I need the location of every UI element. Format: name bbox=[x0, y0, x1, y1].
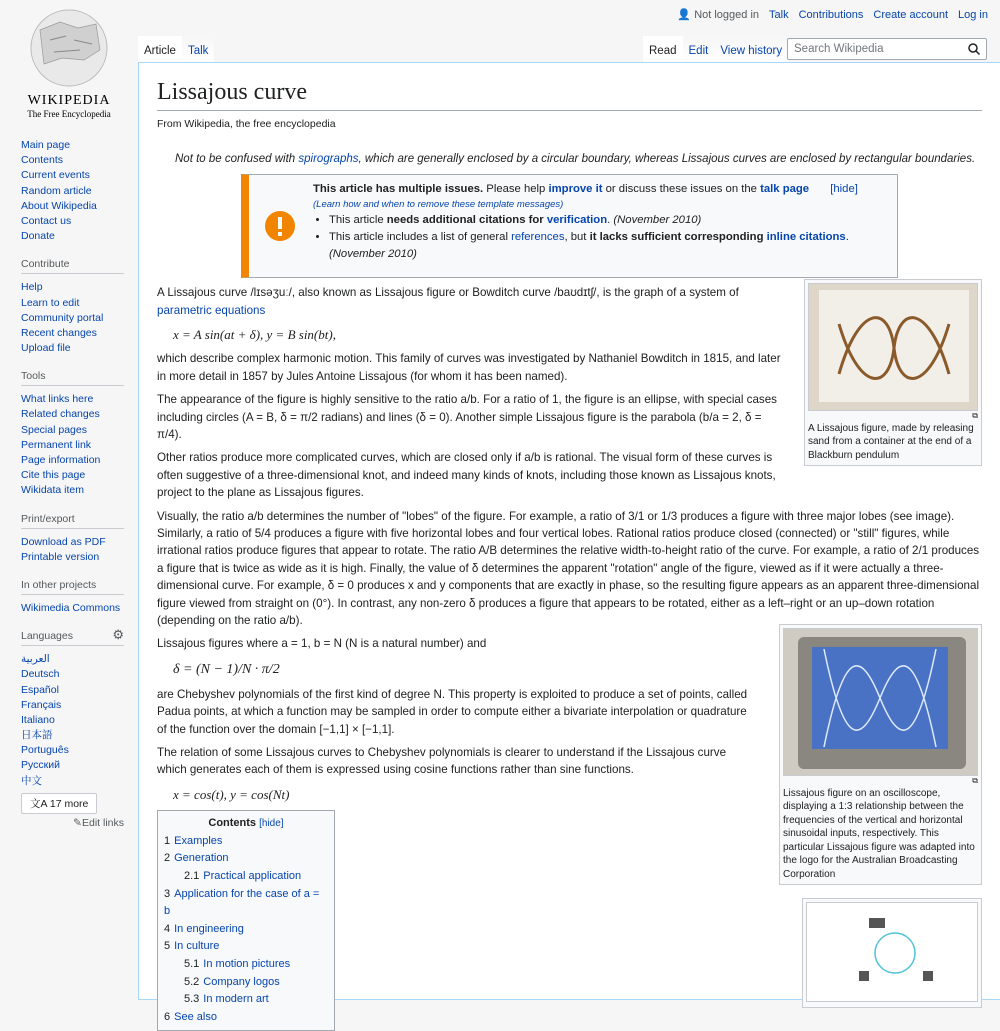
nav-projects bbox=[0, 579, 138, 616]
search-icon[interactable] bbox=[968, 43, 980, 55]
tab-article[interactable]: Article bbox=[138, 36, 182, 62]
paragraph-lobes: Visually, the ratio a/b determines the number of "lobes" of the figure. For example, a ratio of 3/1 or 1/3 produces a figure with three major lobes (see image). Similarly, a ratio of 5/4 produces a figure with five horizontal lobes and four vertical lobes. Rational ratios produce closed (connected) or "still" figures, while irrational ratios produce figures that appear to rotate. The ratio A/B determines the relative width-to-height ratio of the curve. For example, a ratio of 2/1 produces a figure that is twice as wide as it is high. Finally, the value of δ determines the apparent "rotation" angle of the figure, viewed as if it were actually a three-dimensional curve. For example, δ = 0 produces x and y components that are exactly in phase, so the resulting figure appears as an apparent three-dimensional figure viewed from straight on (0°). In contrast, any non-zero δ produces a figure that appears to be rotated, either as a left–right or an up–down rotation (depending on the ratio a/b). bbox=[157, 509, 980, 627]
toc-item[interactable] bbox=[164, 938, 328, 956]
sidebar-item bbox=[21, 311, 138, 326]
toc-number: 5.3 bbox=[184, 993, 200, 1006]
sidebar-item-main-5[interactable]: Contact us bbox=[21, 214, 72, 227]
sidebar-item-language-6[interactable]: Português bbox=[21, 744, 69, 757]
sidebar-item-language-4[interactable]: Italiano bbox=[21, 713, 55, 726]
toc-link[interactable]: In motion pictures bbox=[203, 957, 291, 970]
sidebar-item bbox=[21, 774, 138, 789]
languages-heading: Languages bbox=[21, 630, 73, 643]
sidebar-item bbox=[21, 698, 138, 713]
page-subtitle: From Wikipedia, the free encyclopedia bbox=[157, 118, 336, 131]
sidebar-item-tools-2[interactable]: Special pages bbox=[21, 423, 87, 436]
toc-link[interactable]: Examples bbox=[174, 834, 223, 847]
toc-link[interactable]: Company logos bbox=[203, 975, 280, 988]
sidebar-item bbox=[21, 423, 138, 438]
thumbnail-caption-sand: A Lissajous figure, made by releasing sand from a container at the end of a Blackburn pendulum bbox=[808, 422, 974, 461]
hatnote: Not to be confused with spirographs, which are generally enclosed by a circular boundary, whereas Lissajous curves are enclosed by rectangular boundaries. bbox=[175, 152, 976, 165]
user-status: 👤 Not logged in bbox=[677, 9, 760, 21]
hide-issues-button[interactable]: [hide] bbox=[830, 183, 858, 196]
nav-print bbox=[0, 513, 138, 565]
sidebar-item-main-1[interactable]: Contents bbox=[21, 154, 64, 167]
tab-talk[interactable]: Talk bbox=[182, 36, 214, 62]
lissajous-animation-image[interactable] bbox=[806, 902, 978, 1002]
login-link[interactable]: Log in bbox=[958, 8, 988, 21]
spirographs-link[interactable]: spirographs bbox=[298, 152, 359, 165]
sidebar-item bbox=[21, 743, 138, 758]
sidebar-item-main-4[interactable]: About Wikipedia bbox=[21, 199, 97, 212]
toc-item[interactable] bbox=[164, 974, 328, 992]
paragraph-cosine: The relation of some Lissajous curves to Chebyshev polynomials is clearer to understand if the Lissajous curve which generates each of them is expressed using cosine functions rather than sine functions. bbox=[157, 745, 727, 777]
sidebar-item bbox=[21, 667, 138, 682]
sidebar-item bbox=[21, 341, 138, 356]
talk-page-link[interactable]: talk page bbox=[760, 183, 810, 196]
page-title: Lissajous curve bbox=[157, 77, 982, 111]
projects-heading: In other projects bbox=[21, 579, 124, 595]
contributions-link[interactable]: Contributions bbox=[798, 8, 864, 21]
sidebar-item bbox=[21, 280, 138, 295]
nav-languages bbox=[0, 627, 138, 829]
toc-number: 3 bbox=[164, 887, 171, 900]
toc-link[interactable]: Generation bbox=[174, 852, 229, 865]
sand-lissajous-image[interactable] bbox=[808, 283, 978, 411]
search-input[interactable] bbox=[787, 38, 987, 60]
oscilloscope-image[interactable] bbox=[783, 628, 978, 776]
personal-tools bbox=[677, 8, 988, 21]
toc-item[interactable] bbox=[164, 1009, 328, 1027]
contribute-heading: Contribute bbox=[21, 258, 124, 274]
sidebar-item bbox=[21, 758, 138, 773]
sidebar-item bbox=[21, 296, 138, 311]
thumbnail-caption-oscilloscope: Lissajous figure on an oscilloscope, displaying a 1:3 relationship between the frequencies of the vertical and horizontal sinusoidal inputs, respectively. This particular Lissajous figure was adapted into the logo for the Australian Broadcasting Corporation bbox=[783, 787, 975, 880]
more-languages-button[interactable]: 文A 17 more bbox=[21, 793, 97, 814]
toc-link[interactable]: In modern art bbox=[203, 993, 269, 1006]
search-placeholder: Search Wikipedia bbox=[794, 43, 884, 55]
sidebar-item-main-2[interactable]: Current events bbox=[21, 169, 90, 182]
tab-view-history[interactable]: View history bbox=[714, 36, 788, 62]
sidebar-item bbox=[21, 468, 138, 483]
sidebar-item-print-0[interactable]: Download as PDF bbox=[21, 535, 106, 548]
sidebar-item-tools-5[interactable]: Cite this page bbox=[21, 469, 86, 482]
sidebar-item bbox=[21, 535, 138, 550]
sidebar-item bbox=[21, 184, 138, 199]
equation-parametric: x = A sin(at + δ), y = B sin(bt), bbox=[173, 326, 336, 342]
print-heading: Print/export bbox=[21, 513, 124, 529]
toc-link[interactable]: Practical application bbox=[203, 869, 302, 882]
toc-item[interactable] bbox=[164, 833, 328, 851]
improve-link[interactable]: improve it bbox=[548, 183, 603, 196]
logo-wordmark: WIKIPEDIA bbox=[27, 93, 111, 108]
tab-read[interactable]: Read bbox=[643, 36, 683, 62]
toc-link[interactable]: Application for the case of a = b bbox=[164, 887, 320, 918]
toc-number: 6 bbox=[164, 1010, 171, 1023]
toc-number: 2.1 bbox=[184, 869, 200, 882]
equation-cosine: x = cos(t), y = cos(Nt) bbox=[173, 786, 290, 802]
enlarge-icon[interactable]: ⧉ bbox=[972, 411, 978, 420]
toc-title: Contents bbox=[208, 817, 257, 830]
translate-icon: 文A bbox=[30, 797, 47, 810]
tab-edit[interactable]: Edit bbox=[683, 36, 715, 62]
logo-tagline: The Free Encyclopedia bbox=[27, 109, 111, 119]
sidebar-item bbox=[21, 168, 138, 183]
paragraph-ratios: Other ratios produce more complicated curves, which are closed only if a/b is rational. The visual form of these curves is often suggestive of a three-dimensional knot, and indeed many kinds of knots, including those known as Lissajous knots, project to the plane as Lissajous figures. bbox=[157, 451, 776, 500]
toc-number: 1 bbox=[164, 834, 171, 847]
toc-number: 4 bbox=[164, 922, 171, 935]
nav-contribute bbox=[0, 258, 138, 356]
references-link[interactable]: references bbox=[511, 231, 565, 244]
table-of-contents bbox=[157, 810, 335, 1031]
sidebar-item bbox=[21, 326, 138, 341]
sidebar-item-tools-4[interactable]: Page information bbox=[21, 454, 101, 466]
equation-delta: δ = (N − 1)/N · π/2 bbox=[173, 661, 280, 677]
sidebar-item-print-1[interactable]: Printable version bbox=[21, 550, 100, 563]
sidebar-item bbox=[21, 601, 138, 616]
sidebar-item bbox=[21, 728, 138, 743]
toc-item[interactable] bbox=[164, 850, 328, 868]
parametric-equations-link[interactable]: parametric equations bbox=[157, 303, 266, 317]
sidebar-item-tools-3[interactable]: Permanent link bbox=[21, 438, 92, 451]
multiple-issues-box: This article has multiple issues. Please help improve it or discuss these issues on the talk page [hide] (Learn how and when to remove these template messages) • This article needs additional citations for verification. (November 2010) • This article includes a list of general references, but it lacks sufficient corresponding inline citations. (November 2010) bbox=[241, 174, 898, 278]
toc-item[interactable] bbox=[164, 886, 328, 921]
sidebar-item-main-0[interactable]: Main page bbox=[21, 139, 71, 151]
thumbnail-animation bbox=[802, 898, 982, 1008]
sidebar-item-language-2[interactable]: Español bbox=[21, 683, 59, 696]
toc-item[interactable] bbox=[164, 991, 328, 1009]
thumbnail-oscilloscope bbox=[779, 624, 982, 885]
talk-link[interactable]: Talk bbox=[769, 8, 789, 21]
sidebar-item-language-7[interactable]: Русский bbox=[21, 759, 60, 772]
sidebar-item bbox=[21, 138, 138, 153]
learn-how-link[interactable]: (Learn how and when to remove these template messages) bbox=[313, 199, 564, 211]
globe-logo-icon bbox=[0, 0, 138, 130]
user-icon: 👤 bbox=[677, 9, 692, 21]
wikipedia-logo[interactable] bbox=[0, 0, 138, 130]
sidebar-item-language-3[interactable]: Français bbox=[21, 698, 62, 711]
sidebar-item-contribute-0[interactable]: Help bbox=[21, 281, 43, 294]
sidebar-item-contribute-2[interactable]: Community portal bbox=[21, 311, 104, 324]
warning-icon bbox=[259, 181, 301, 271]
create-account-link[interactable]: Create account bbox=[873, 8, 949, 21]
sidebar-item-main-3[interactable]: Random article bbox=[21, 184, 92, 197]
sidebar-item bbox=[21, 438, 138, 453]
sidebar-item-tools-1[interactable]: Related changes bbox=[21, 408, 100, 421]
sidebar-item bbox=[21, 229, 138, 244]
toc-item[interactable] bbox=[164, 921, 328, 939]
verification-link[interactable]: verification bbox=[546, 214, 608, 227]
paragraph-chebyshev-intro: Lissajous figures where a = 1, b = N (N is a natural number) and bbox=[157, 637, 487, 651]
pencil-icon: ✎ bbox=[73, 816, 82, 829]
sidebar-item-contribute-3[interactable]: Recent changes bbox=[21, 326, 97, 339]
sidebar-item-projects-0[interactable]: Wikimedia Commons bbox=[21, 601, 121, 614]
toc-number: 2 bbox=[164, 852, 171, 865]
issue-citations: • This article needs additional citations for verification. (November 2010) bbox=[329, 212, 889, 229]
paragraph-intro: A Lissajous curve /lɪsəʒuː/, also known as Lissajous figure or Bowditch curve /baʊdɪtʃ/, is the graph of a system of parametric equations bbox=[157, 286, 739, 317]
toc-link[interactable]: See also bbox=[174, 1010, 217, 1023]
toc-hide-button[interactable]: [hide] bbox=[259, 818, 284, 830]
sidebar-item-contribute-1[interactable]: Learn to edit bbox=[21, 296, 80, 309]
sidebar-item bbox=[21, 407, 138, 422]
toc-item[interactable] bbox=[164, 956, 328, 974]
sidebar-item-contribute-4[interactable]: Upload file bbox=[21, 342, 71, 355]
gear-icon[interactable]: ⚙ bbox=[112, 627, 124, 643]
toc-link[interactable]: In engineering bbox=[174, 922, 244, 935]
issue-inline-citations: • This article includes a list of general references, but it lacks sufficient corresponding inline citations. (November 2010) bbox=[329, 229, 889, 263]
paragraph-history: which describe complex harmonic motion. This family of curves was investigated by Nathaniel Bowditch in 1815, and later in more detail in 1857 by Jules Antoine Lissajous (for whom it has been named). bbox=[157, 352, 781, 383]
sidebar-item bbox=[21, 652, 138, 667]
paragraph-chebyshev: are Chebyshev polynomials of the first kind of degree N. This property is exploited to produce a set of points, called Padua points, at which a function may be sampled in order to compute either a bivariate interpolation or quadrature of the function over the domain [−1,1] × [−1,1]. bbox=[157, 687, 748, 736]
enlarge-icon[interactable]: ⧉ bbox=[972, 776, 978, 785]
sidebar-item bbox=[21, 683, 138, 698]
sidebar-item bbox=[21, 453, 138, 468]
sidebar-item-language-0[interactable]: العربية bbox=[21, 653, 50, 666]
sidebar-item bbox=[21, 199, 138, 214]
sidebar bbox=[0, 138, 138, 843]
thumbnail-sand-pendulum bbox=[804, 279, 982, 466]
sidebar-item-tools-6[interactable]: Wikidata item bbox=[21, 484, 85, 497]
sidebar-item bbox=[21, 153, 138, 168]
sidebar-item bbox=[21, 483, 138, 498]
sidebar-item bbox=[21, 392, 138, 407]
toc-item[interactable] bbox=[164, 868, 328, 886]
toc-link[interactable]: In culture bbox=[174, 940, 220, 953]
sidebar-item bbox=[21, 550, 138, 565]
sidebar-item-language-8[interactable]: 中文 bbox=[21, 774, 42, 787]
nav-tools bbox=[0, 370, 138, 498]
toc-number: 5.2 bbox=[184, 975, 200, 988]
paragraph-sensitivity: The appearance of the figure is highly sensitive to the ratio a/b. For a ratio of 1, the figure is an ellipse, with special cases including circles (A = B, δ = π/2 radians) and lines (δ = 0). Another simple Lissajous figure is the parabola (b/a = 2, δ = π/4). bbox=[157, 393, 777, 442]
sidebar-item-main-6[interactable]: Donate bbox=[21, 230, 55, 243]
sidebar-item bbox=[21, 713, 138, 728]
edit-links-link[interactable]: ✎Edit links bbox=[73, 816, 124, 829]
tools-heading: Tools bbox=[21, 370, 124, 386]
sidebar-item-language-1[interactable]: Deutsch bbox=[21, 668, 60, 681]
sidebar-item-language-5[interactable]: 日本語 bbox=[21, 729, 53, 742]
sidebar-item-tools-0[interactable]: What links here bbox=[21, 393, 94, 406]
toc-number: 5.1 bbox=[184, 957, 200, 970]
sidebar-item bbox=[21, 214, 138, 229]
toc-number: 5 bbox=[164, 940, 171, 953]
nav-main bbox=[0, 138, 138, 244]
article-content bbox=[138, 62, 1000, 1023]
inline-citations-link[interactable]: inline citations bbox=[766, 231, 846, 244]
